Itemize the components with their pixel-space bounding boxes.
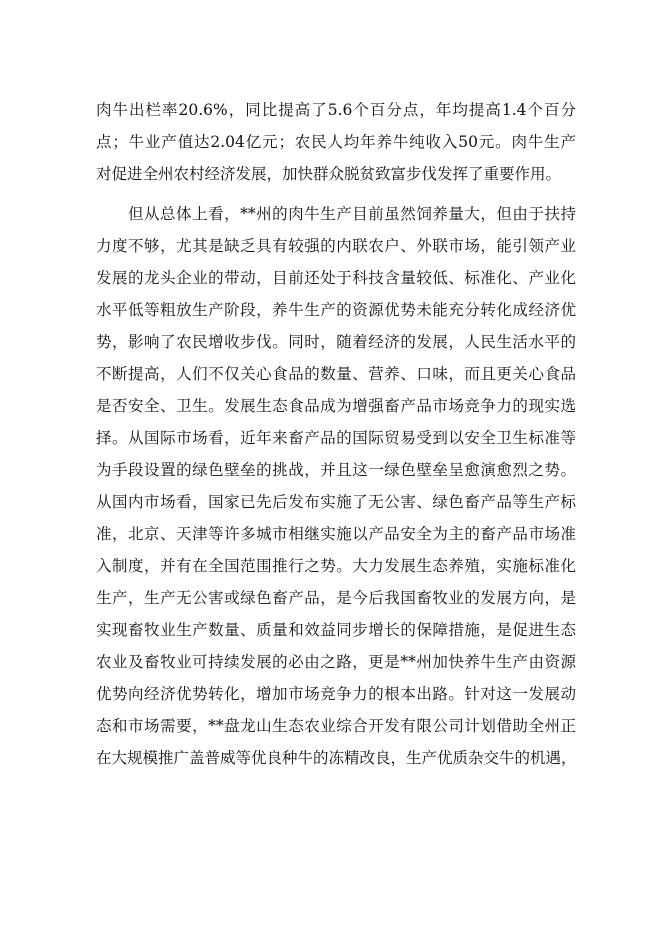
text-line-12: 为手段设置的绿色壁垒的挑战，并且这一绿色壁垒呈愈演愈烈之势。 (96, 461, 576, 479)
text-line-2: 点；牛业产值达2.04亿元；农民人均年养牛纯收入50元。肉牛生产 (96, 133, 576, 151)
text-line-18: 农业及畜牧业可持续发展的必由之路，更是**州加快养牛生产由资源 (96, 653, 576, 671)
text-line-4: 但从总体上看，**州的肉牛生产目前虽然饲养量大，但由于扶持 (128, 205, 576, 223)
text-line-9: 不断提高，人们不仅关心食品的数量、营养、口味，而且更关心食品 (96, 365, 576, 383)
text-line-1: 肉牛出栏率20.6%，同比提高了5.6个百分点，年均提高1.4个百分 (96, 101, 576, 119)
text-line-19: 优势向经济优势转化，增加市场竞争力的根本出路。针对这一发展动 (96, 685, 576, 703)
text-line-3: 对促进全州农村经济发展，加快群众脱贫致富步伐发挥了重要作用。 (96, 165, 562, 183)
text-line-11: 择。从国际市场看，近年来畜产品的国际贸易受到以安全卫生标准等 (96, 429, 576, 447)
text-line-7: 水平低等粗放生产阶段，养牛生产的资源优势未能充分转化成经济优 (96, 301, 576, 319)
text-line-8: 势，影响了农民增收步伐。同时，随着经济的发展，人民生活水平的 (96, 333, 576, 351)
text-line-10: 是否安全、卫生。发展生态食品成为增强畜产品市场竞争力的现实选 (96, 397, 576, 415)
text-line-5: 力度不够，尤其是缺乏具有较强的内联农户、外联市场，能引领产业 (96, 237, 576, 255)
text-line-16: 生产，生产无公害或绿色畜产品，是今后我国畜牧业的发展方向，是 (96, 589, 576, 607)
text-line-20: 态和市场需要，**盘龙山生态农业综合开发有限公司计划借助全州正 (96, 717, 576, 735)
text-line-13: 从国内市场看，国家已先后发布实施了无公害、绿色畜产品等生产标 (96, 493, 576, 511)
text-line-21: 在大规模推广盖普威等优良种牛的冻精改良，生产优质杂交牛的机遇， (96, 749, 577, 767)
text-line-17: 实现畜牧业生产数量、质量和效益同步增长的保障措施，是促进生态 (96, 621, 576, 639)
text-line-14: 准，北京、天津等许多城市相继实施以产品安全为主的畜产品市场准 (96, 525, 576, 543)
text-line-15: 入制度，并有在全国范围推行之势。大力发展生态养殖，实施标准化 (96, 557, 576, 575)
text-line-6: 发展的龙头企业的带动，目前还处于科技含量较低、标准化、产业化 (96, 269, 576, 287)
